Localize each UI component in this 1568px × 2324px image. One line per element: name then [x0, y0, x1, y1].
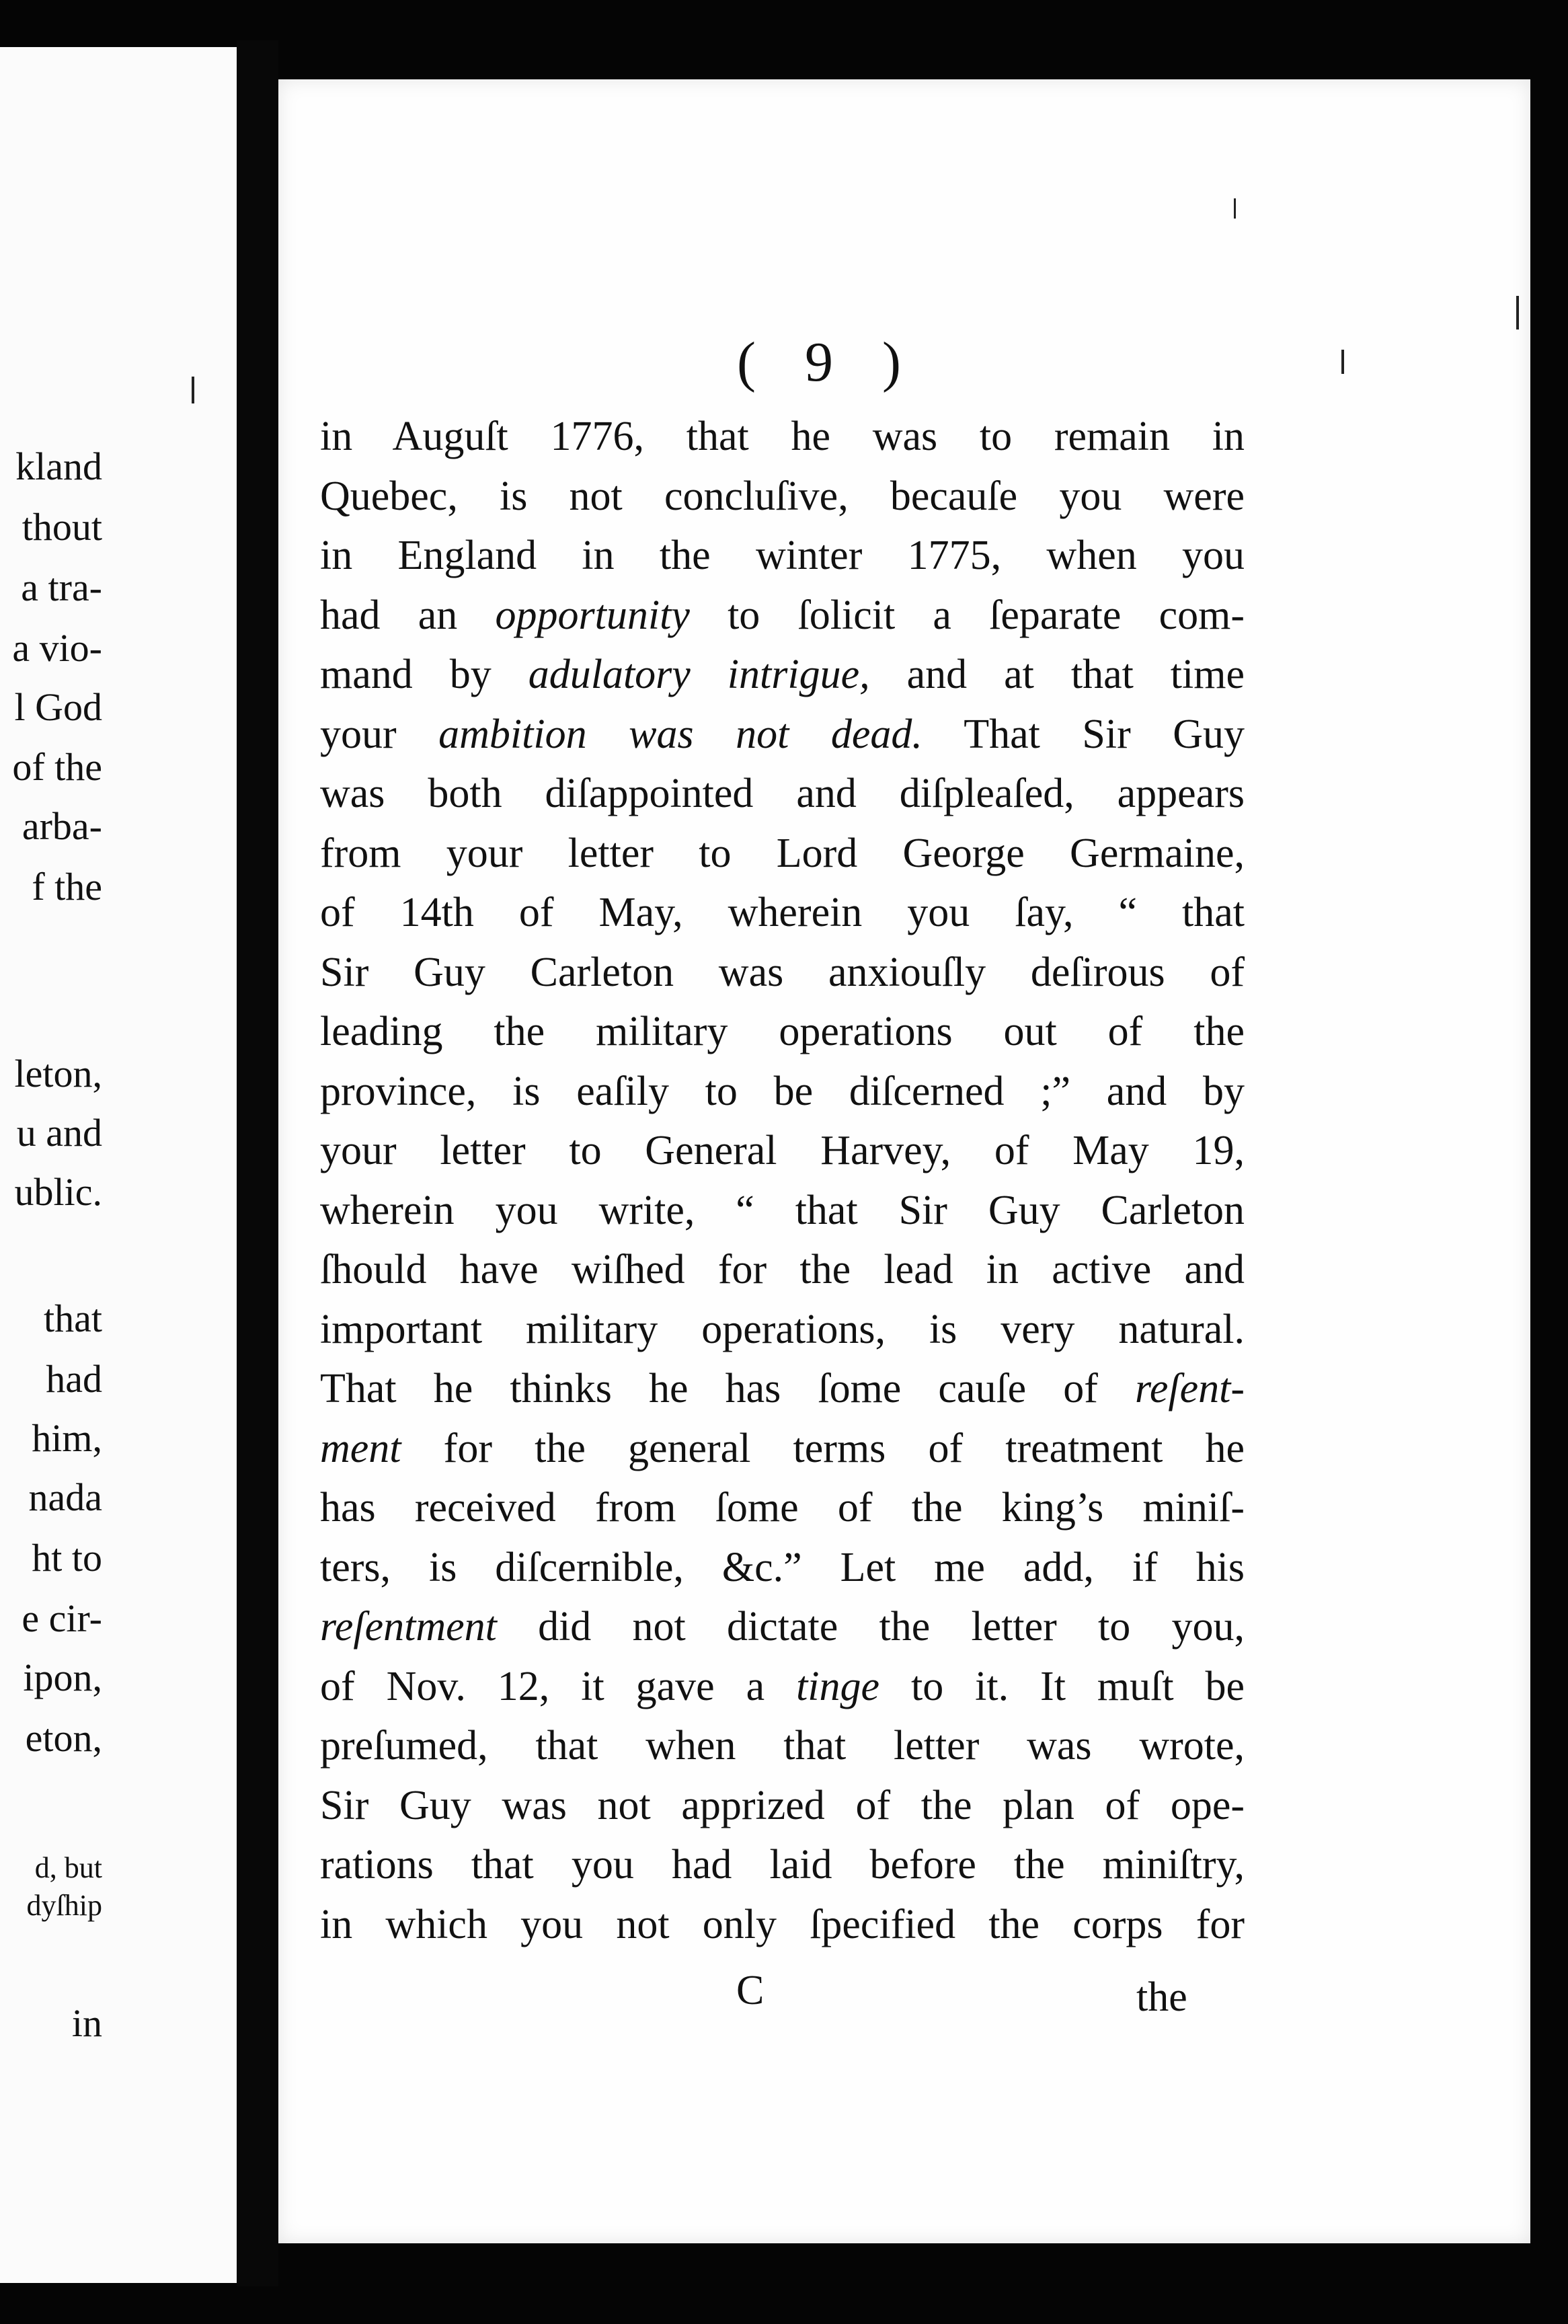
left-page-line: ipon,	[23, 1656, 102, 1699]
left-page-line: e cir-	[22, 1596, 102, 1640]
ink-speck	[1516, 296, 1519, 330]
text-segment: in which you not only ſpecified the corps for	[320, 1901, 1245, 1947]
text-line	[320, 1121, 1245, 1181]
text-line	[320, 1835, 1245, 1895]
ink-speck	[1234, 198, 1236, 219]
text-line	[320, 1538, 1245, 1598]
text-segment: preſumed, that when that letter was wrote,	[320, 1723, 1245, 1769]
text-segment: in Auguſt 1776, that he was to remain in	[320, 414, 1245, 459]
text-line	[320, 1359, 1245, 1419]
text-line	[320, 1895, 1245, 1955]
italic-text-segment: ambition was not dead.	[438, 711, 923, 757]
text-segment: of 14th of May, wherein you ſay, “ that	[320, 890, 1245, 935]
left-page-line: a tra-	[21, 566, 102, 609]
text-segment: from your letter to Lord George Germaine,	[320, 830, 1245, 876]
left-page-line: had	[46, 1357, 102, 1401]
text-segment: mand by	[320, 652, 528, 697]
catchword: the	[1136, 1974, 1187, 2020]
text-line	[320, 645, 1245, 705]
signature-mark: C	[736, 1968, 765, 2013]
text-line	[320, 1776, 1245, 1836]
text-segment: rations that you had laid before the miniſtry,	[320, 1842, 1245, 1888]
left-page-line: him,	[32, 1416, 102, 1460]
text-line	[320, 705, 1245, 765]
text-segment: was both diſappointed and diſpleaſed, appears	[320, 771, 1245, 816]
text-segment: to it. It muſt be	[879, 1663, 1245, 1709]
left-page-line: f the	[32, 865, 102, 908]
text-segment: That Sir Guy	[922, 711, 1245, 757]
text-line	[320, 1181, 1245, 1241]
left-page-line: eton,	[25, 1716, 102, 1760]
italic-text-segment: tinge	[796, 1663, 880, 1709]
italic-text-segment: opportunity	[495, 592, 690, 638]
text-line	[320, 764, 1245, 824]
left-page-line: leton,	[14, 1052, 102, 1095]
italic-text-segment: reſentment	[320, 1604, 497, 1650]
italic-text-segment: reſent-	[1135, 1366, 1245, 1411]
text-line	[320, 1002, 1245, 1062]
text-line	[320, 1240, 1245, 1300]
ink-speck	[192, 377, 194, 403]
text-segment: of Nov. 12, it gave a	[320, 1663, 797, 1709]
text-line	[320, 586, 1245, 646]
left-page-line: that	[44, 1296, 102, 1340]
left-page-line: of the	[12, 745, 102, 789]
text-line	[320, 1597, 1245, 1657]
text-line	[320, 883, 1245, 943]
text-segment: for the general terms of treatment he	[401, 1425, 1245, 1471]
text-line	[320, 1657, 1245, 1717]
text-line	[320, 1300, 1245, 1360]
book-gutter	[237, 40, 278, 2286]
left-page-line: kland	[15, 444, 102, 488]
text-segment: to ſolicit a ſeparate com-	[689, 592, 1245, 638]
text-segment: leading the military operations out of the	[320, 1009, 1245, 1054]
left-page-line: ublic.	[14, 1170, 102, 1214]
text-segment: ters, is diſcernible, &c.” Let me add, if his	[320, 1544, 1245, 1590]
left-page-line: u and	[16, 1111, 102, 1155]
text-segment: Sir Guy Carleton was anxiouſly deſirous of	[320, 949, 1245, 995]
text-line	[320, 824, 1245, 884]
text-segment: in England in the winter 1775, when you	[320, 533, 1245, 578]
text-segment: your	[320, 711, 439, 757]
text-line	[320, 1062, 1245, 1122]
text-line	[320, 467, 1245, 527]
left-page-line: arba-	[22, 804, 102, 848]
left-facing-page	[0, 47, 239, 2283]
text-segment: Quebec, is not concluſive, becauſe you were	[320, 473, 1245, 519]
text-line	[320, 943, 1245, 1003]
left-page-line: thout	[22, 505, 102, 549]
text-segment: That he thinks he has ſome cauſe of	[320, 1366, 1136, 1411]
text-segment: important military operations, is very natural.	[320, 1306, 1245, 1352]
text-segment: province, is eaſily to be diſcerned ;” and by	[320, 1068, 1245, 1114]
page-number: ( 9 )	[737, 331, 918, 393]
left-page-line: d, but	[34, 1851, 102, 1884]
text-line	[320, 407, 1245, 467]
text-line	[320, 1419, 1245, 1479]
left-page-line: l God	[14, 685, 102, 729]
left-page-line: in	[71, 2001, 102, 2045]
text-line	[320, 1478, 1245, 1538]
italic-text-segment: adulatory intrigue,	[528, 652, 870, 697]
text-line	[320, 526, 1245, 586]
text-segment: did not dictate the letter to you,	[496, 1604, 1245, 1650]
left-page-line: a vio-	[12, 626, 102, 670]
left-page-line: ht to	[32, 1536, 102, 1580]
left-page-line: nada	[28, 1475, 102, 1519]
text-segment: and at that time	[869, 652, 1245, 697]
text-segment: ſhould have wiſhed for the lead in active and	[320, 1247, 1245, 1292]
text-line	[320, 1716, 1245, 1776]
text-segment: has received from ſome of the king’s miniſ-	[320, 1485, 1245, 1531]
ink-speck	[1341, 350, 1344, 374]
italic-text-segment: ment	[320, 1425, 401, 1471]
text-segment: wherein you write, “ that Sir Guy Carleton	[320, 1187, 1245, 1233]
text-segment: Sir Guy was not apprized of the plan of ope-	[320, 1782, 1245, 1828]
page-body-text	[320, 407, 1245, 1954]
text-segment: had an	[320, 592, 496, 638]
left-page-line: dyſhip	[26, 1889, 102, 1922]
text-segment: your letter to General Harvey, of May 19,	[320, 1128, 1245, 1173]
